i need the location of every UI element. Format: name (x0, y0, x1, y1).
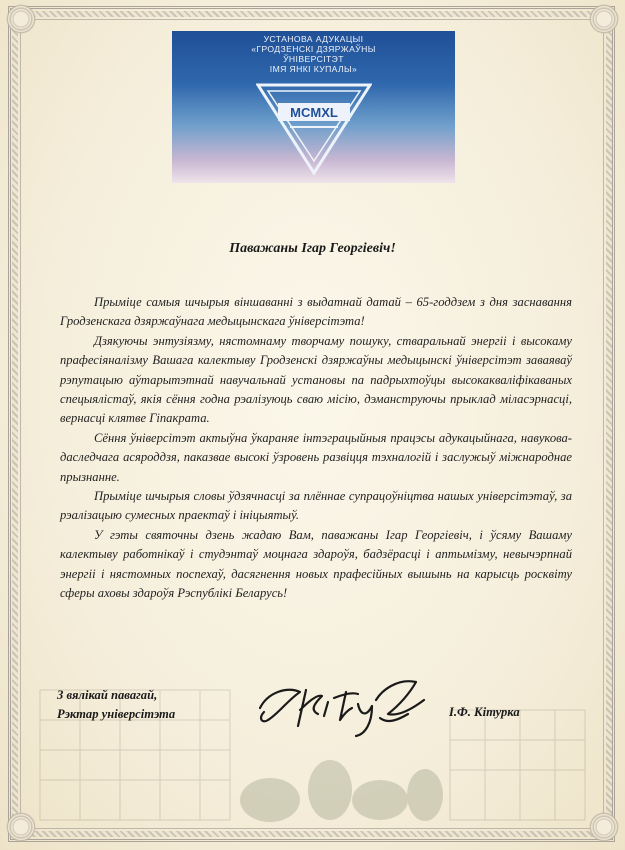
signer-name: І.Ф. Кітурка (449, 705, 520, 719)
letter-paragraph: У гэты святочны дзень жадаю Вам, паважаны Ігар Георгіевіч, і ўсяму Вашаму калектыву работнікаў і студэнтаў моцнага здароўя, бадзёрасці і аптымізму, невычэрпнай энергіі і нястомных поспехаў, дасягнення новых прафесійных вышынь на карысць росквіту сферы аховы здароўя Рэспублікі Беларусь! (60, 527, 572, 601)
institution-name (172, 34, 455, 74)
emblem-text: MCMXL (290, 105, 338, 120)
letter-paragraph: Дзякуючы энтузіязму, нястомнаму творчаму пошуку, стваральнай энергіі і высокаму прафесіяналізму Вашага калектыву Гродзенскі дзяржаўны медыцынскі ўніверсітэт заваяваў рэпутацыю аўтарытэтнай навучальнай установы па падрыхтоўцы высокакваліфікаваных спецыялістаў, якія сёння годна рэалізуюць сваю місію, дэманструючы прыклад міласэрнасці, вернасці клятве Гіпакрата. (60, 333, 572, 426)
salutation: Паважаны Ігар Георгіевіч! (229, 241, 396, 256)
institution-line: УСТАНОВА АДУКАЦЫІ (263, 34, 364, 44)
closing-block (57, 686, 175, 724)
corner-ornament (587, 2, 621, 36)
university-header (172, 31, 455, 183)
institution-line: ІМЯ ЯНКІ КУПАЛЫ» (269, 64, 358, 74)
letter-paragraph: Прыміце самыя шчырыя віншаванні з выдатнай датай – 65-годдзем з дня заснавання Гродзенскага дзяржаўнага медыцынскага ўніверсітэта! (60, 295, 572, 329)
university-emblem (256, 83, 372, 175)
institution-line: «ГРОДЗЕНСКІ ДЗЯРЖАЎНЫ (251, 44, 376, 54)
letter-body (60, 293, 572, 604)
closing-line: Рэктар універсітэта (57, 707, 176, 721)
handwritten-signature (248, 670, 438, 740)
institution-line: ЎНІВЕРСІТЭТ (283, 54, 344, 64)
corner-ornament (4, 2, 38, 36)
letter-paragraph: Прыміце шчырыя словы ўдзячнасці за плённае супрацоўніцтва нашых універсітэтаў, за рэалізацыю сумесных праектаў і ініцыятыў. (60, 489, 572, 523)
letter-paragraph: Сёння ўніверсітэт актыўна ўкараняе інтэграцыйныя працэсы адукацыйнага, навукова-даследчага асяроддзя, паказвае высокі ўзровень развіцця тэхналогій і заслужыў міжнароднае прызнанне. (60, 430, 572, 484)
closing-line: З вялікай павагай, (57, 688, 158, 702)
